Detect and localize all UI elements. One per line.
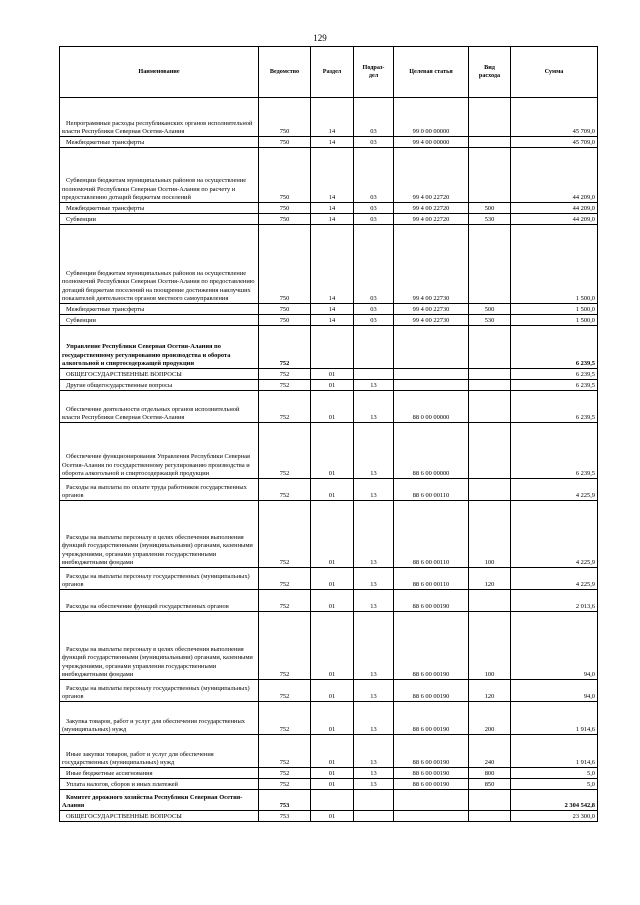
header-name: Наименование: [60, 47, 259, 98]
row-name-text: Обеспечение функционирования Управления Республики Северная Осетия-Алания по государственному регулированию производства и оборота алкогольной и спиртосодержащей продукции: [62, 453, 250, 477]
row-name: [60, 811, 259, 822]
row-section: 01: [311, 501, 354, 568]
row-name: [60, 326, 259, 369]
table-row: [60, 501, 598, 568]
row-department: 750: [259, 137, 311, 148]
row-name: [60, 612, 259, 680]
row-expense-type: 500: [469, 304, 511, 315]
header-department: Ведомство: [259, 47, 311, 98]
table-row: [60, 423, 598, 479]
row-subsection: 13: [354, 590, 394, 612]
row-name: [60, 369, 259, 380]
header-expense-type: Вид расхода: [469, 47, 511, 98]
row-expense-type: 200: [469, 702, 511, 735]
row-name-text: ОБЩЕГОСУДАРСТВЕННЫЕ ВОПРОСЫ: [66, 812, 182, 820]
row-expense-type: [469, 380, 511, 391]
row-expense-type: [469, 391, 511, 423]
row-expense-type: 100: [469, 501, 511, 568]
row-name: [60, 768, 259, 779]
row-expense-type: 530: [469, 214, 511, 225]
row-subsection: 03: [354, 203, 394, 214]
row-subsection: 13: [354, 702, 394, 735]
row-target-item: [394, 326, 469, 369]
table-row: [60, 326, 598, 369]
table-row: [60, 590, 598, 612]
table-row: [60, 391, 598, 423]
table-row: [60, 568, 598, 590]
row-department: 753: [259, 811, 311, 822]
row-expense-type: 240: [469, 735, 511, 768]
row-expense-type: 850: [469, 779, 511, 790]
row-target-item: 99 4 00 00000: [394, 137, 469, 148]
row-department: 752: [259, 680, 311, 702]
row-department: 752: [259, 380, 311, 391]
row-section: 01: [311, 702, 354, 735]
row-section: 01: [311, 380, 354, 391]
row-name-text: Комитет дорожного хозяйства Республики Северная Осетия-Алания: [62, 793, 243, 809]
row-name: [60, 590, 259, 612]
row-department: 750: [259, 214, 311, 225]
row-target-item: 88 6 00 00190: [394, 768, 469, 779]
row-department: 750: [259, 315, 311, 326]
row-subsection: [354, 326, 394, 369]
row-target-item: 88 6 00 00190: [394, 702, 469, 735]
row-name-text: Расходы на выплаты персоналу в целях обеспечения выполнения функций государственными (муниципальными) органами, казенными учреждениями, органами управления государственными внебюджетными фондами: [62, 646, 253, 678]
table-row: [60, 148, 598, 203]
row-target-item: [394, 380, 469, 391]
row-amount: 4 225,9: [511, 501, 598, 568]
row-section: [311, 790, 354, 811]
row-expense-type: [469, 137, 511, 148]
row-expense-type: 100: [469, 612, 511, 680]
row-section: 14: [311, 315, 354, 326]
row-amount: 2 013,6: [511, 590, 598, 612]
row-amount: 2 304 542,8: [511, 790, 598, 811]
row-section: 14: [311, 137, 354, 148]
row-name-text: Расходы на выплаты персоналу государственных (муниципальных) органов: [62, 572, 250, 588]
row-name-text: ОБЩЕГОСУДАРСТВЕННЫЕ ВОПРОСЫ: [66, 370, 182, 378]
row-amount: 6 239,5: [511, 369, 598, 380]
row-subsection: 03: [354, 214, 394, 225]
row-section: 01: [311, 735, 354, 768]
row-expense-type: 800: [469, 768, 511, 779]
row-name: [60, 391, 259, 423]
row-amount: 1 500,0: [511, 225, 598, 304]
row-target-item: 99 4 00 22730: [394, 225, 469, 304]
row-section: 01: [311, 423, 354, 479]
table-row: [60, 98, 598, 137]
table-row: [60, 214, 598, 225]
row-name: [60, 423, 259, 479]
row-name: [60, 137, 259, 148]
row-amount: 23 300,0: [511, 811, 598, 822]
row-section: 14: [311, 304, 354, 315]
table-row: [60, 735, 598, 768]
row-expense-type: 120: [469, 680, 511, 702]
row-target-item: 88 6 00 00190: [394, 779, 469, 790]
row-name-text: Управление Республики Северная Осетия-Алания по государственному регулированию производства и оборота алкогольной и спиртосодержащей продукции: [62, 343, 231, 367]
table-row: [60, 203, 598, 214]
header-section: Раздел: [311, 47, 354, 98]
row-department: 752: [259, 702, 311, 735]
row-name: [60, 779, 259, 790]
row-section: 01: [311, 811, 354, 822]
row-target-item: [394, 811, 469, 822]
page-number: 129: [313, 33, 327, 43]
row-subsection: 13: [354, 612, 394, 680]
table-row: [60, 137, 598, 148]
row-expense-type: 120: [469, 568, 511, 590]
row-amount: 1 500,0: [511, 304, 598, 315]
row-expense-type: [469, 590, 511, 612]
row-amount: 6 239,5: [511, 423, 598, 479]
row-target-item: 99 4 00 22720: [394, 203, 469, 214]
row-subsection: 03: [354, 315, 394, 326]
row-department: 750: [259, 148, 311, 203]
row-name-text: Расходы на выплаты по оплате труда работников государственных органов: [62, 483, 247, 499]
row-section: 01: [311, 568, 354, 590]
row-department: 752: [259, 326, 311, 369]
row-subsection: 13: [354, 680, 394, 702]
row-expense-type: 500: [469, 203, 511, 214]
row-section: 01: [311, 391, 354, 423]
row-name: [60, 702, 259, 735]
row-subsection: 13: [354, 423, 394, 479]
header-target-item: Целевая статья: [394, 47, 469, 98]
row-section: 01: [311, 369, 354, 380]
row-target-item: 88 6 00 00190: [394, 680, 469, 702]
table-header-row: [60, 47, 598, 98]
row-target-item: 88 0 00 00000: [394, 391, 469, 423]
row-subsection: 03: [354, 137, 394, 148]
row-target-item: 88 6 00 00000: [394, 423, 469, 479]
row-amount: 6 239,5: [511, 326, 598, 369]
row-target-item: 99 4 00 22720: [394, 148, 469, 203]
row-name-text: Расходы на выплаты персоналу в целях обеспечения выполнения функций государственными (муниципальными) органами, казенными учреждениями, органами управления государственными внебюджетными фондами: [62, 534, 253, 566]
row-name-text: Закупка товаров, работ и услуг для обеспечения государственных (муниципальных) нужд: [62, 717, 245, 733]
row-target-item: 88 6 00 00190: [394, 590, 469, 612]
row-subsection: 03: [354, 148, 394, 203]
row-section: 14: [311, 98, 354, 137]
row-expense-type: [469, 423, 511, 479]
row-subsection: 03: [354, 304, 394, 315]
row-target-item: [394, 790, 469, 811]
row-department: 752: [259, 779, 311, 790]
row-subsection: [354, 790, 394, 811]
table-row: [60, 225, 598, 304]
table-row: [60, 702, 598, 735]
row-target-item: 99 0 00 00000: [394, 98, 469, 137]
row-section: 01: [311, 768, 354, 779]
row-target-item: 99 4 00 22730: [394, 304, 469, 315]
row-target-item: 88 6 00 00110: [394, 479, 469, 501]
row-subsection: 13: [354, 768, 394, 779]
row-name: [60, 214, 259, 225]
row-section: 01: [311, 612, 354, 680]
row-amount: 1 914,6: [511, 702, 598, 735]
row-name-text: Обеспечение деятельности отдельных органов исполнительной власти Республики Северная Осетия-Алания: [62, 405, 240, 421]
table-row: [60, 304, 598, 315]
table-row: [60, 612, 598, 680]
row-name: [60, 98, 259, 137]
row-department: 752: [259, 612, 311, 680]
table-row: [60, 768, 598, 779]
row-department: 752: [259, 735, 311, 768]
row-subsection: [354, 369, 394, 380]
row-name: [60, 225, 259, 304]
row-name: [60, 680, 259, 702]
row-target-item: 88 6 00 00110: [394, 568, 469, 590]
row-name: [60, 568, 259, 590]
row-department: 752: [259, 568, 311, 590]
row-subsection: 13: [354, 779, 394, 790]
row-amount: 6 239,5: [511, 391, 598, 423]
row-section: 01: [311, 479, 354, 501]
row-subsection: 13: [354, 479, 394, 501]
row-amount: 44 209,0: [511, 148, 598, 203]
table-row: [60, 315, 598, 326]
row-subsection: 03: [354, 225, 394, 304]
row-section: [311, 326, 354, 369]
table-row: [60, 680, 598, 702]
row-name: [60, 790, 259, 811]
row-section: 14: [311, 225, 354, 304]
row-department: 752: [259, 391, 311, 423]
row-name-text: Межбюджетные трансферты: [66, 138, 145, 146]
row-amount: 45 709,0: [511, 98, 598, 137]
row-target-item: 88 6 00 00190: [394, 735, 469, 768]
row-target-item: 88 6 00 00110: [394, 501, 469, 568]
row-expense-type: 530: [469, 315, 511, 326]
row-name-text: Субвенции: [66, 215, 96, 223]
row-section: 01: [311, 590, 354, 612]
row-amount: 94,0: [511, 612, 598, 680]
row-department: 752: [259, 501, 311, 568]
row-name: [60, 148, 259, 203]
row-department: 750: [259, 225, 311, 304]
row-department: 750: [259, 98, 311, 137]
row-subsection: 13: [354, 568, 394, 590]
row-department: 750: [259, 304, 311, 315]
row-expense-type: [469, 790, 511, 811]
row-department: 752: [259, 423, 311, 479]
row-name: [60, 735, 259, 768]
row-name-text: Расходы на выплаты персоналу государственных (муниципальных) органов: [62, 684, 250, 700]
table-row: [60, 811, 598, 822]
budget-table: [59, 46, 598, 822]
row-department: 752: [259, 369, 311, 380]
row-department: 752: [259, 590, 311, 612]
row-amount: 4 225,9: [511, 568, 598, 590]
table-row: [60, 369, 598, 380]
row-amount: 94,0: [511, 680, 598, 702]
row-name-text: Субвенции бюджетам муниципальных районов на осуществление полномочий Республики Северная Осетия-Алания по расчету и предоставлению дотаций бюджетам поселений: [62, 177, 247, 201]
row-name: [60, 203, 259, 214]
row-name-text: Межбюджетные трансферты: [66, 204, 145, 212]
row-name-text: Уплата налогов, сборов и иных платежей: [66, 780, 178, 788]
row-name-text: Непрограммные расходы республиканских органов исполнительной власти Республики Северная Осетия-Алания: [62, 119, 253, 135]
row-subsection: 13: [354, 380, 394, 391]
row-name-text: Межбюджетные трансферты: [66, 305, 145, 313]
table-row: [60, 479, 598, 501]
row-section: 14: [311, 148, 354, 203]
row-name: [60, 380, 259, 391]
row-name: [60, 501, 259, 568]
row-amount: 1 500,0: [511, 315, 598, 326]
table-row: [60, 790, 598, 811]
row-expense-type: [469, 225, 511, 304]
row-amount: 6 239,5: [511, 380, 598, 391]
row-name-text: Субвенции: [66, 316, 96, 324]
row-amount: 45 709,0: [511, 137, 598, 148]
row-name-text: Иные бюджетные ассигнования: [66, 769, 153, 777]
row-expense-type: [469, 369, 511, 380]
row-section: 14: [311, 203, 354, 214]
row-subsection: 13: [354, 391, 394, 423]
row-expense-type: [469, 148, 511, 203]
table-row: [60, 779, 598, 790]
row-amount: 44 209,0: [511, 214, 598, 225]
header-amount: Сумма: [511, 47, 598, 98]
row-subsection: 13: [354, 735, 394, 768]
row-expense-type: [469, 479, 511, 501]
row-subsection: [354, 811, 394, 822]
row-name-text: Другие общегосударственные вопросы: [66, 381, 173, 389]
row-section: 01: [311, 680, 354, 702]
row-target-item: [394, 369, 469, 380]
row-subsection: 13: [354, 501, 394, 568]
row-amount: 5,0: [511, 779, 598, 790]
row-name: [60, 315, 259, 326]
row-name: [60, 304, 259, 315]
row-name-text: Расходы на обеспечение функций государственных органов: [66, 602, 229, 610]
row-subsection: 03: [354, 98, 394, 137]
row-target-item: 88 6 00 00190: [394, 612, 469, 680]
row-name: [60, 479, 259, 501]
row-target-item: 99 4 00 22720: [394, 214, 469, 225]
row-department: 752: [259, 479, 311, 501]
row-amount: 1 914,6: [511, 735, 598, 768]
row-amount: 4 225,9: [511, 479, 598, 501]
row-amount: 5,0: [511, 768, 598, 779]
row-target-item: 99 4 00 22730: [394, 315, 469, 326]
row-department: 750: [259, 203, 311, 214]
row-expense-type: [469, 811, 511, 822]
row-expense-type: [469, 98, 511, 137]
header-subsection: Подраз- дел: [354, 47, 394, 98]
row-department: 753: [259, 790, 311, 811]
table-row: [60, 380, 598, 391]
row-department: 752: [259, 768, 311, 779]
row-amount: 44 209,0: [511, 203, 598, 214]
row-name-text: Субвенции бюджетам муниципальных районов на осуществление полномочий Республики Северная Осетия-Алания по предоставлению дотаций бюджетам поселений на поощрение достижения наилучших показателей деятельности органов местного самоуправления: [62, 270, 255, 302]
row-expense-type: [469, 326, 511, 369]
row-name-text: Иные закупки товаров, работ и услуг для обеспечения государственных (муниципальных) нужд: [62, 750, 214, 766]
row-section: 01: [311, 779, 354, 790]
row-section: 14: [311, 214, 354, 225]
